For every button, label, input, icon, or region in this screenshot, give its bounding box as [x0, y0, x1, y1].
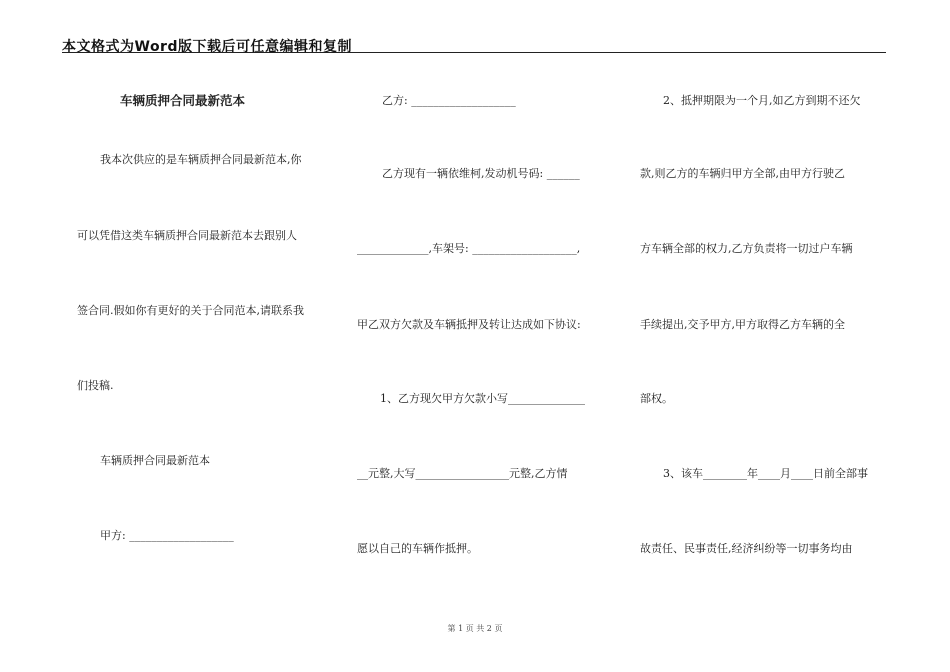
paragraph-line: 们投稿.	[77, 379, 114, 392]
paragraph-line: _____________,车架号: ___________________,	[357, 242, 581, 255]
header-divider	[62, 52, 886, 53]
clause-3-line: 3、该车________年____月____日前全部事	[663, 467, 868, 480]
party-a-field: 甲方: ___________________	[100, 529, 234, 542]
paragraph-line: 手续提出,交予甲方,甲方取得乙方车辆的全	[640, 318, 845, 331]
document-title: 车辆质押合同最新范本	[120, 93, 246, 108]
paragraph-line: 愿以自己的车辆作抵押。	[357, 542, 478, 555]
paragraph-line: 我本次供应的是车辆质押合同最新范本,你	[100, 153, 302, 166]
paragraph-line: 款,则乙方的车辆归甲方全部,由甲方行驶乙	[640, 167, 845, 180]
paragraph-line: 部权。	[640, 392, 673, 405]
clause-1-line: 1、乙方现欠甲方欠款小写______________	[380, 392, 585, 405]
subheading: 车辆质押合同最新范本	[100, 454, 210, 467]
paragraph-line: 故责任、民事责任,经济纠纷等一切事务均由	[640, 542, 853, 555]
paragraph-line: __元整,大写_________________元整,乙方情	[357, 467, 568, 480]
paragraph-line: 签合同.假如你有更好的关于合同范本,请联系我	[77, 304, 304, 317]
paragraph-line: 乙方现有一辆依维柯,发动机号码: ______	[382, 167, 580, 180]
paragraph-line: 可以凭借这类车辆质押合同最新范本去跟别人	[77, 229, 297, 242]
paragraph-line: 甲乙双方欠款及车辆抵押及转让达成如下协议:	[357, 318, 581, 331]
document-header: 本文格式为Word版下载后可任意编辑和复制	[62, 39, 352, 55]
paragraph-line: 方车辆全部的权力,乙方负责将一切过户车辆	[640, 242, 853, 255]
party-b-field: 乙方: ___________________	[382, 94, 516, 107]
clause-2-line: 2、抵押期限为一个月,如乙方到期不还欠	[663, 94, 861, 107]
page-number: 第 1 页 共 2 页	[447, 624, 503, 633]
